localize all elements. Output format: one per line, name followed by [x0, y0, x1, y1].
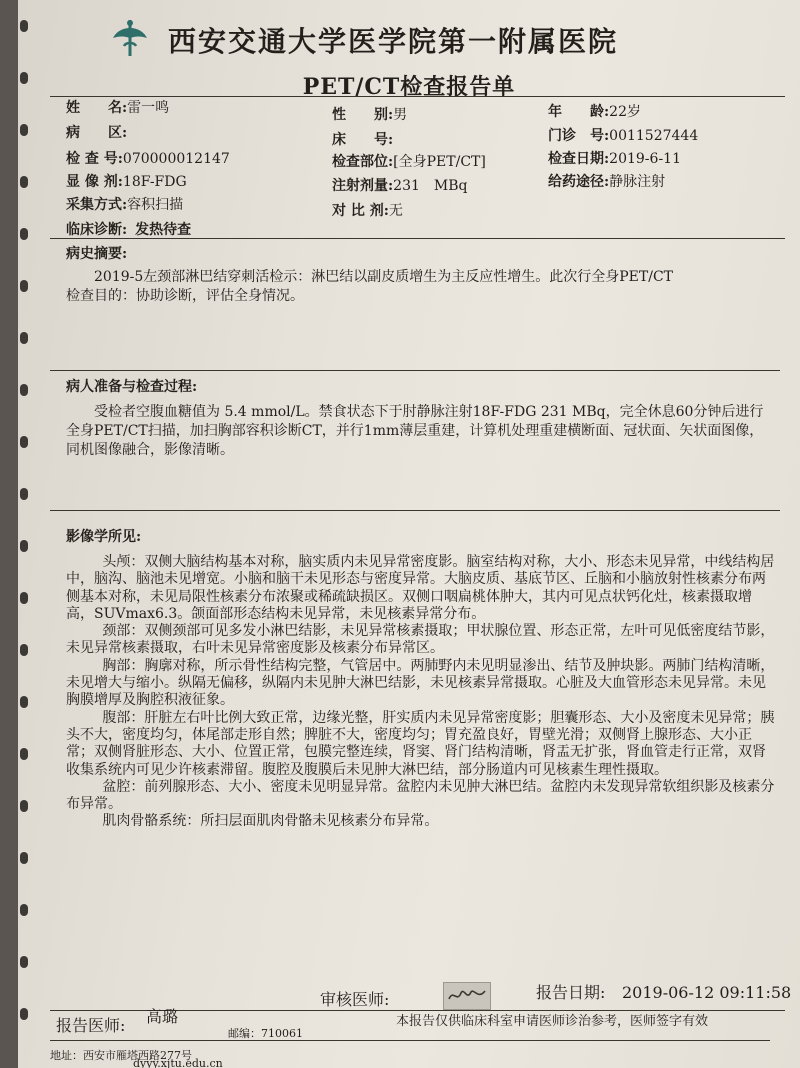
binder-hole [20, 1008, 28, 1020]
exam-no-field: 检 查 号:070000012147 [66, 151, 230, 167]
patient-gender: 男 [393, 107, 408, 123]
findings-title: 影像学所见: [66, 529, 142, 545]
binder-hole [20, 592, 28, 604]
reporter-name: 高璐 [146, 1007, 179, 1026]
report-date: 2019-06-12 09:11:58 [622, 983, 792, 1002]
divider [50, 1040, 770, 1041]
prep-text: 受检者空腹血糖值为 5.4 mmol/L。禁食状态下于肘静脉注射18F-FDG 231 MBq，完全休息60分钟后进行全身PET/CT扫描，加扫胸部容积诊断CT，并行1mm薄层重建，计算机处理重建横断面、冠状面、矢状面图像，同机图像融合，影像清晰。 [66, 404, 764, 458]
contrast-field: 对 比 剂:无 [332, 203, 403, 219]
history-title: 病史摘要: [66, 246, 128, 262]
binder-hole [20, 384, 28, 396]
binder-hole [20, 436, 28, 448]
findings-abdomen: 腹部：肝脏左右叶比例大致正常，边缘光整，肝实质内未见异常密度影；胆囊形态、大小及密度未见异常；胰头不大，密度均匀，体尾部走形自然；脾脏不大，密度均匀；胃充盈良好，胃壁光滑；双侧肾上腺形态、大小正常；双侧肾脏形态、大小、位置正常，包膜完整连续，肾窦、肾门结构清晰，肾盂无扩张，肾血管走行正常，双肾收集系统内可见少许核素滞留。腹腔及腹膜后未见肿大淋巴结，部分肠道内可见核素生理性摄取。 [66, 709, 775, 778]
method-field: 采集方式:容积扫描 [66, 197, 184, 213]
exam-number: 070000012147 [122, 151, 230, 167]
binder-hole [20, 124, 28, 136]
clinical-diagnosis: 发热待查 [135, 222, 192, 238]
injected-dose: 231 MBq [393, 178, 468, 194]
report-sheet [18, 0, 800, 1068]
hospital-logo-icon [110, 18, 150, 58]
disclaimer: 本报告仅供临床科室申请医师诊治参考，医师签字有效 [396, 1014, 709, 1029]
binder-hole [20, 696, 28, 708]
clinic-number: 0011527444 [609, 128, 699, 144]
divider [50, 510, 780, 511]
binder-hole [20, 332, 28, 344]
binder-hole [20, 956, 28, 968]
prep-title: 病人准备与检查过程: [66, 379, 198, 395]
footer-postcode: 邮编：710061 [228, 1027, 303, 1040]
history-line-1: 2019-5左颈部淋巴结穿刺活检示：淋巴结以副皮质增生为主反应性增生。此次行全身PET/CT [94, 269, 674, 285]
binder-hole [20, 748, 28, 760]
binder-hole [20, 800, 28, 812]
exam-site: [全身PET/CT] [393, 154, 486, 170]
exam-date-field: 检查日期:2019-6-11 [548, 151, 681, 167]
clinic-field: 门诊 号:0011527444 [548, 128, 699, 144]
report-date-label: 报告日期: [536, 983, 606, 1002]
binder-hole [20, 176, 28, 188]
signature-scribble-icon [445, 983, 489, 1007]
report-header [18, 14, 800, 64]
route-field: 给药途径:静脉注射 [548, 174, 666, 190]
exam-date: 2019-6-11 [609, 151, 681, 167]
age-field: 年 龄:22岁 [548, 104, 641, 120]
dose-field: 注射剂量:231 MBq [332, 178, 468, 194]
findings-neck: 颈部：双侧颈部可见多发小淋巴结影，未见异常核素摄取；甲状腺位置、形态正常，左叶可见低密度结节影，未见异常核素摄取，右叶未见异常密度影及核素分布异常区。 [66, 623, 775, 657]
divider [50, 370, 780, 371]
findings-pelvis: 盆腔：前列腺形态、大小、密度未见明显异常。盆腔内未见肿大淋巴结。盆腔内未发现异常软组织影及核素分布异常。 [66, 778, 775, 813]
binder-hole [20, 280, 28, 292]
contrast-agent: 无 [388, 203, 403, 219]
binder-hole [20, 852, 28, 864]
reviewer-signature [443, 982, 491, 1010]
tracer-field: 显 像 剂:18F-FDG [66, 174, 187, 190]
footer-address: 地址：西安市雁塔西路277号 [50, 1049, 192, 1062]
ward-field: 病 区: [66, 125, 128, 141]
footer-website: dyyy.xjtu.edu.cn [133, 1057, 223, 1068]
gender-field: 性 别:男 [332, 107, 408, 123]
patient-age: 22岁 [609, 104, 641, 120]
findings-head: 头颅：双侧大脑结构基本对称，脑实质内未见异常密度影。脑室结构对称，大小、形态未见异常，中线结构居中，脑沟、脑池未见增宽。小脑和脑干未见形态与密度异常。大脑皮质、基底节区、丘脑和小脑放射性核素分布两侧基本对称，未见局限性核素分布浓聚或稀疏缺损区。双侧口咽扁桃体肿大，其内可见点状钙化灶，核素摄取增高，SUVmax6.3。颌面部形态结构未见异常，未见核素异常分布。 [66, 554, 775, 622]
binder-hole [20, 540, 28, 552]
hospital-name: 西安交通大学医学院第一附属医院 [168, 25, 619, 58]
acquisition-method: 容积扫描 [127, 197, 184, 213]
bed-field: 床 号: [332, 132, 394, 148]
binder-hole [20, 228, 28, 240]
divider [50, 238, 785, 239]
binder-hole [20, 904, 28, 916]
history-line-2: 检查目的：协助诊断，评估全身情况。 [66, 288, 304, 304]
patient-name: 雷一鸣 [127, 100, 170, 116]
findings-msk: 肌肉骨骼系统：所扫层面肌肉骨骼未见核素分布异常。 [102, 813, 439, 830]
binder-hole [20, 644, 28, 656]
findings-body [66, 554, 778, 831]
binder-holes [18, 0, 32, 1068]
name-field: 姓 名:雷一鸣 [66, 100, 170, 116]
tracer: 18F-FDG [122, 174, 187, 190]
reviewer-label: 审核医师: [320, 990, 390, 1009]
reporter-label: 报告医师: [56, 1016, 126, 1035]
binder-hole [20, 488, 28, 500]
findings-chest: 胸部：胸廓对称，所示骨性结构完整，气管居中。两肺野内未见明显渗出、结节及肿块影。两肺门结构清晰，未见增大与缩小。纵隔无偏移，纵隔内未见肿大淋巴结影，未见核素异常摄取。心脏及大血管形态未见异常。未见胸膜增厚及胸腔积液征象。 [66, 657, 775, 709]
exam-site-field: 检查部位:[全身PET/CT] [332, 154, 486, 170]
admin-route: 静脉注射 [609, 174, 666, 190]
diagnosis-field: 临床诊断: 发热待查 [66, 222, 192, 238]
report-title: PET/CT检查报告单 [302, 74, 516, 100]
